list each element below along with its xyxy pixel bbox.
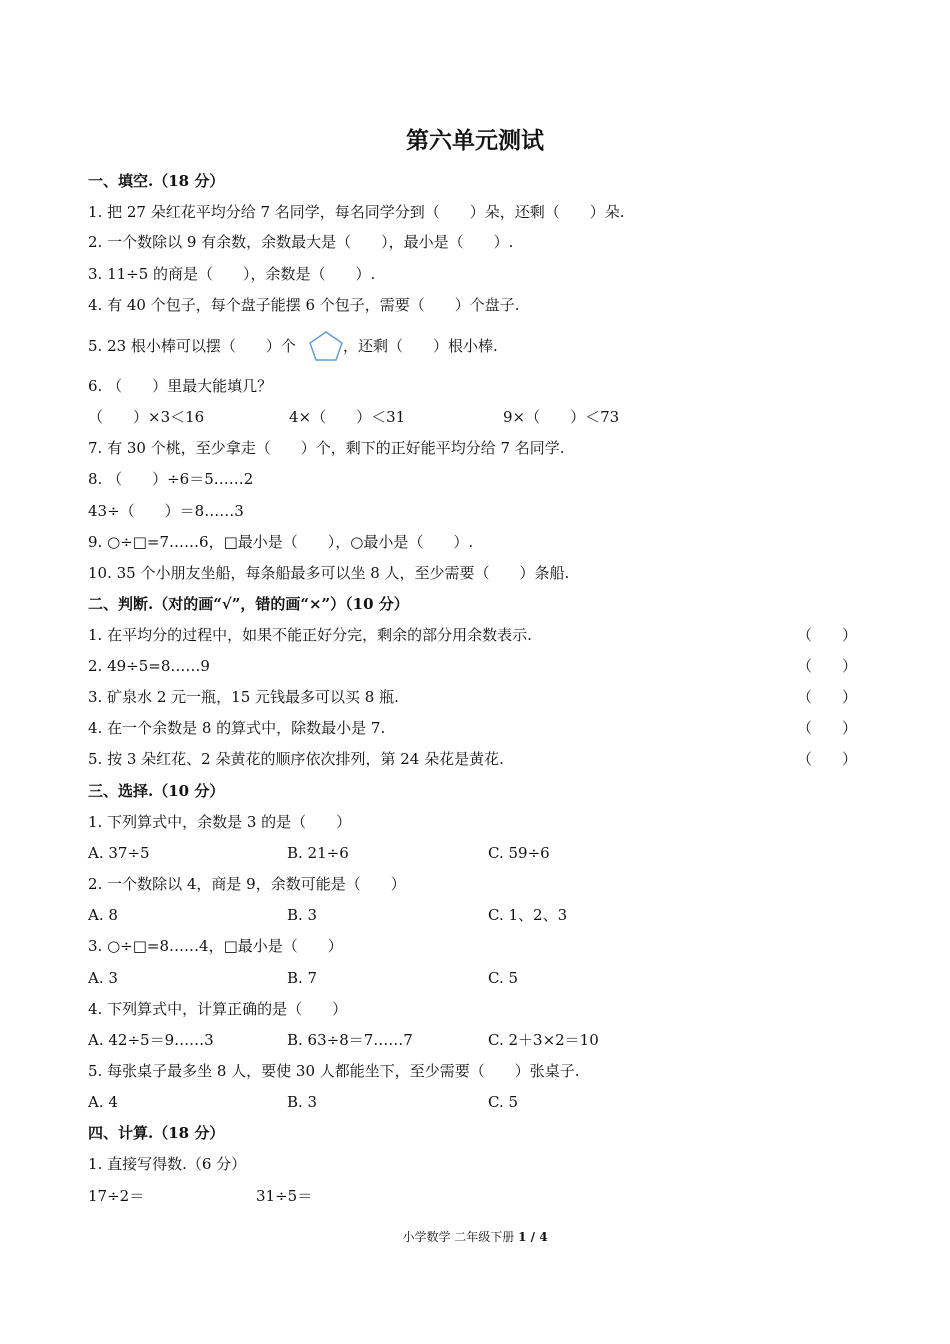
footer-page-number: 1 / 4 xyxy=(518,1230,548,1244)
s3-q5-option-b[interactable]: B. 3 xyxy=(287,1093,318,1111)
s1-question-9: 9. ○÷□=7……6，□最小是（ ），○最小是（ ）. xyxy=(88,533,474,551)
s1-question-5-part-b: ，还剩（ ）根小棒. xyxy=(343,337,498,355)
s1-question-6-item-b: 4×（ ）＜31 xyxy=(289,408,406,426)
s3-question-5: 5. 每张桌子最多坐 8 人，要使 30 人都能坐下，至少需要（ ）张桌子. xyxy=(88,1062,580,1080)
s3-q4-option-a[interactable]: A. 42÷5＝9……3 xyxy=(88,1031,214,1049)
s1-question-8-a: 8. （ ）÷6＝5……2 xyxy=(88,470,254,488)
s1-question-4: 4. 有 40 个包子，每个盘子能摆 6 个包子，需要（ ）个盘子. xyxy=(88,296,520,314)
s1-question-8-b: 43÷（ ）＝8……3 xyxy=(88,502,244,520)
pentagon-icon xyxy=(309,331,343,361)
section-4-heading: 四、计算.（18 分） xyxy=(88,1124,225,1142)
s2-item-1: 1. 在平均分的过程中，如果不能正好分完，剩余的部分用余数表示. xyxy=(88,626,532,644)
s3-q5-option-a[interactable]: A. 4 xyxy=(88,1093,118,1111)
s3-q3-option-a[interactable]: A. 3 xyxy=(88,969,118,987)
s2-answer-paren-4[interactable]: （ ） xyxy=(797,719,858,737)
s1-question-5-part-a: 5. 23 根小棒可以摆（ ）个 xyxy=(88,337,296,355)
s1-question-10: 10. 35 个小朋友坐船，每条船最多可以坐 8 人，至少需要（ ）条船. xyxy=(88,564,570,582)
page-footer xyxy=(0,1228,950,1246)
s1-question-1: 1. 把 27 朵红花平均分给 7 名同学，每名同学分到（ ）朵，还剩（ ）朵. xyxy=(88,203,625,221)
s3-question-2: 2. 一个数除以 4，商是 9，余数可能是（ ） xyxy=(88,875,406,893)
s3-q1-option-a[interactable]: A. 37÷5 xyxy=(88,844,150,862)
s2-answer-paren-5[interactable]: （ ） xyxy=(797,750,858,768)
s3-q3-option-b[interactable]: B. 7 xyxy=(287,969,318,987)
s2-answer-paren-2[interactable]: （ ） xyxy=(797,657,858,675)
section-2-heading: 二、判断.（对的画“√”，错的画“×”）（10 分） xyxy=(88,595,409,613)
s2-item-3: 3. 矿泉水 2 元一瓶，15 元钱最多可以买 8 瓶. xyxy=(88,688,399,706)
s2-item-2: 2. 49÷5=8……9 xyxy=(88,657,210,675)
s3-q1-option-c[interactable]: C. 59÷6 xyxy=(488,844,550,862)
page-title: 第六单元测试 xyxy=(406,127,544,154)
s3-q2-option-a[interactable]: A. 8 xyxy=(88,906,118,924)
s3-q1-option-b[interactable]: B. 21÷6 xyxy=(287,844,349,862)
s3-q2-option-b[interactable]: B. 3 xyxy=(287,906,318,924)
s1-question-6-item-a: （ ）×3＜16 xyxy=(88,408,205,426)
footer-subject: 小学数学 二年级下册 xyxy=(402,1230,515,1244)
section-1-heading: 一、填空.（18 分） xyxy=(88,172,225,190)
s2-answer-paren-3[interactable]: （ ） xyxy=(797,688,858,706)
section-3-heading: 三、选择.（10 分） xyxy=(88,782,225,800)
s3-q2-option-c[interactable]: C. 1、2、3 xyxy=(488,906,568,924)
s1-question-6-item-c: 9×（ ）＜73 xyxy=(503,408,620,426)
s4-expression-2: 31÷5＝ xyxy=(256,1187,313,1205)
s3-q4-option-c[interactable]: C. 2＋3×2＝10 xyxy=(488,1031,599,1049)
s3-question-4: 4. 下列算式中，计算正确的是（ ） xyxy=(88,1000,348,1018)
s2-item-5: 5. 按 3 朵红花、2 朵黄花的顺序依次排列，第 24 朵花是黄花. xyxy=(88,750,504,768)
s2-answer-paren-1[interactable]: （ ） xyxy=(797,626,858,644)
s3-q5-option-c[interactable]: C. 5 xyxy=(488,1093,519,1111)
s3-question-3: 3. ○÷□=8……4，□最小是（ ） xyxy=(88,937,343,955)
s3-question-1: 1. 下列算式中，余数是 3 的是（ ） xyxy=(88,813,352,831)
s1-question-7: 7. 有 30 个桃，至少拿走（ ）个，剩下的正好能平均分给 7 名同学. xyxy=(88,439,565,457)
s1-question-6: 6. （ ）里最大能填几？ xyxy=(88,377,273,395)
s1-question-3: 3. 11÷5 的商是（ ），余数是（ ）. xyxy=(88,265,376,283)
s3-q3-option-c[interactable]: C. 5 xyxy=(488,969,519,987)
s4-expression-1: 17÷2＝ xyxy=(88,1187,145,1205)
s3-q4-option-b[interactable]: B. 63÷8＝7……7 xyxy=(287,1031,413,1049)
s2-item-4: 4. 在一个余数是 8 的算式中，除数最小是 7. xyxy=(88,719,386,737)
s4-question-1: 1. 直接写得数.（6 分） xyxy=(88,1155,247,1173)
s1-question-2: 2. 一个数除以 9 有余数，余数最大是（ ），最小是（ ）. xyxy=(88,233,514,251)
